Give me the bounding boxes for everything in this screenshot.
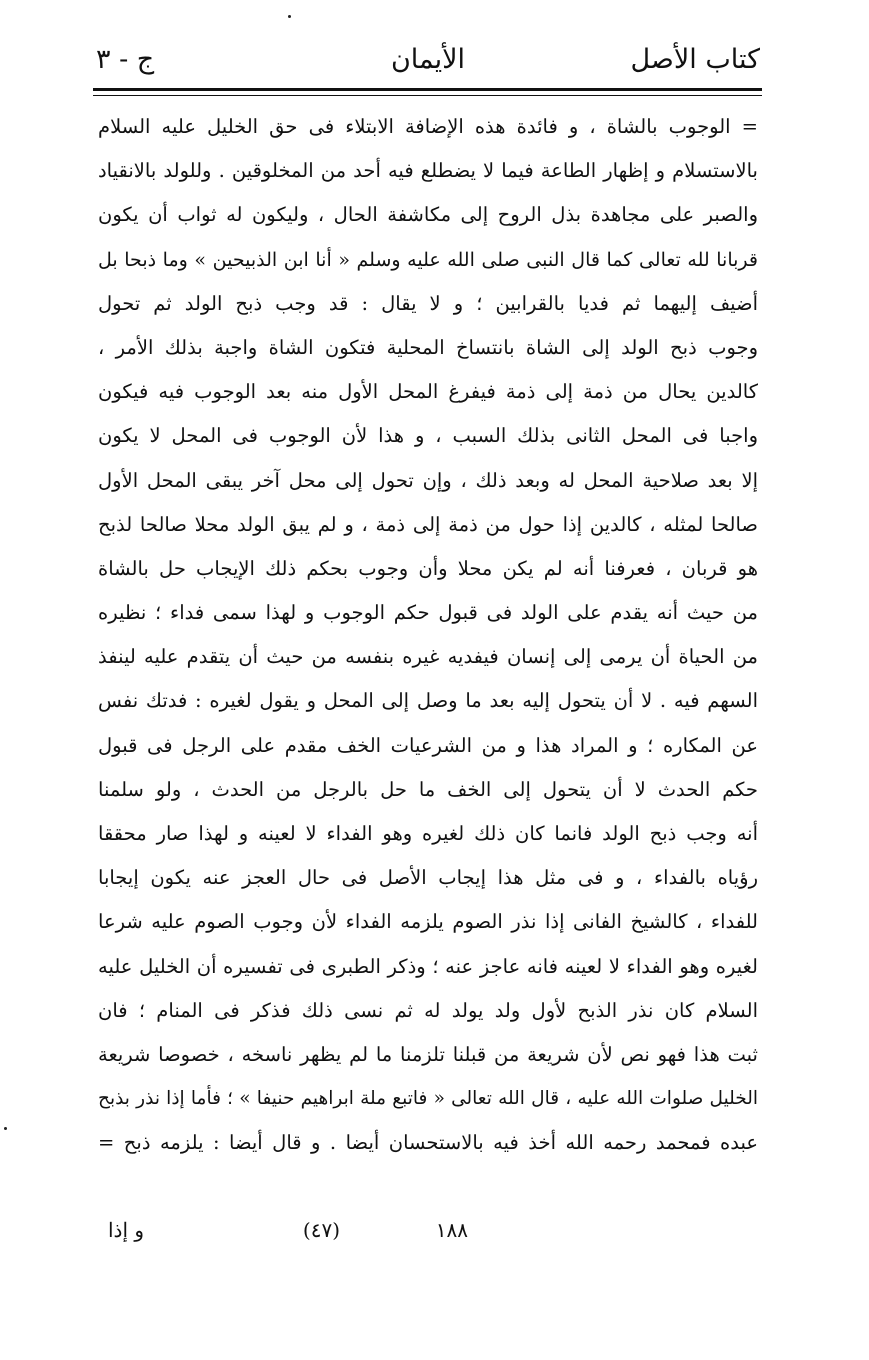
text-line: للفداء ، كالشيخ الفانى إذا نذر الصوم يلزمه الفداء لأن وجوب الصوم عليه شرعا — [98, 910, 758, 934]
text-line: أنه وجب ذبح الولد فانما كان ذلك لغيره وهو الفداء لا لعينه و لهذا صار محققا — [98, 822, 758, 845]
text-line: كالدين يحال من ذمة إلى ذمة فيفرغ المحل الأول منه بعد الوجوب فيه فيكون — [98, 380, 758, 404]
print-speck — [4, 1127, 7, 1130]
text-line: بالاستسلام و إظهار الطاعة فيما لا يضطلع فيه أحد من المخلوقين . وللولد بالانقياد — [98, 159, 758, 183]
text-line: قربانا لله تعالى كما قال النبى صلى الله عليه وسلم « أنا ابن الذبيحين » وما ذبحا بل — [98, 248, 758, 271]
text-line: = الوجوب بالشاة ، و فائدة هذه الإضافة الابتلاء فى حق الخليل عليه السلام — [98, 115, 758, 138]
print-speck — [288, 15, 291, 18]
text-line: صالحا لمثله ، كالدين إذا حول من ذمة إلى ذمة ، و لم يبق الولد محلا صالحا لذبح — [98, 512, 758, 536]
text-line: عن المكاره ؛ و المراد هذا و من الشرعيات الخف مقدم على الرجل فى قبول — [98, 733, 758, 757]
header-rule-thick — [93, 88, 762, 91]
catchword: و إذا — [108, 1218, 145, 1242]
text-line: ثبت هذا فهو نص لأن شريعة من قبلنا تلزمنا ما لم يظهر ناسخه ، خصوصا شريعة — [98, 1042, 758, 1066]
page-footer — [96, 1212, 760, 1252]
text-line: إلا بعد صلاحية المحل له وبعد ذلك ، وإن تحول إلى محل آخر يبقى المحل الأول — [98, 468, 758, 492]
text-line: حكم الحدث لا أن يتحول إلى الخف ما حل بالرجل من الحدث ، ولو سلمنا — [98, 777, 758, 801]
text-line: من حيث أنه يقدم على الولد فى قبول حكم الوجوب و لهذا سمى فداء ؛ نظيره — [98, 601, 758, 625]
text-line: السهم فيه . لا أن يتحول إليه بعد ما وصل إلى المحل و يقول لغيره : فدتك نفس — [98, 689, 758, 713]
signature-mark: (٤٧) — [302, 1218, 340, 1242]
text-line: السلام كان نذر الذبح لأول ولد يولد له ثم نسى ذلك فذكر فى المنام ؛ فان — [98, 998, 758, 1022]
chapter-title: الأيمان — [390, 44, 466, 75]
text-line: من الحياة أن يرمى إلى إنسان فيفديه غيره بنفسه من حيث أن يتقدم عليه لينفذ — [98, 645, 758, 669]
book-title: كتاب الأصل — [630, 44, 760, 75]
page-number: ١٨٨ — [435, 1218, 468, 1242]
text-line: أضيف إليهما ثم فديا بالقرابين ؛ و لا يقال : قد وجب ذبح الولد ثم تحول — [98, 291, 758, 315]
volume-number: ج - ٣ — [96, 44, 155, 75]
text-line: واجبا فى المحل الثانى بذلك السبب ، و هذا لأن الوجوب فى المحل لا يكون — [98, 424, 758, 448]
text-line: الخليل صلوات الله عليه ، قال الله تعالى « فاتبع ملة ابراهيم حنيفا » ؛ فأما إذا نذر بذبح — [98, 1088, 758, 1110]
text-line: لغيره وهو الفداء لا لعينه فانه عاجز عنه ؛ وذكر الطبرى فى تفسيره أن الخليل عليه — [98, 954, 758, 978]
header-rule-thin — [93, 95, 762, 96]
text-line: وجوب ذبح الولد إلى الشاة بانتساخ المحلية فتكون الشاة واجبة بذلك الأمر ، — [98, 335, 758, 359]
text-line: عبده فمحمد رحمه الله أخذ فيه بالاستحسان أيضا . و قال أيضا : يلزمه ذبح = — [98, 1131, 758, 1155]
text-line: رؤياه بالفداء ، و فى مثل هذا إيجاب الأصل فى حال العجز عنه يكون إيجابا — [98, 866, 758, 890]
text-line: هو قربان ، فعرفنا أنه لم يكن محلا وأن وجوب بحكم ذلك الإيجاب حل بالشاة — [98, 556, 758, 580]
text-line: والصبر على مجاهدة بذل الروح إلى مكاشفة الحال ، وليكون له ثواب أن يكون — [98, 203, 758, 227]
body-text — [98, 105, 758, 1166]
running-header — [96, 34, 760, 86]
